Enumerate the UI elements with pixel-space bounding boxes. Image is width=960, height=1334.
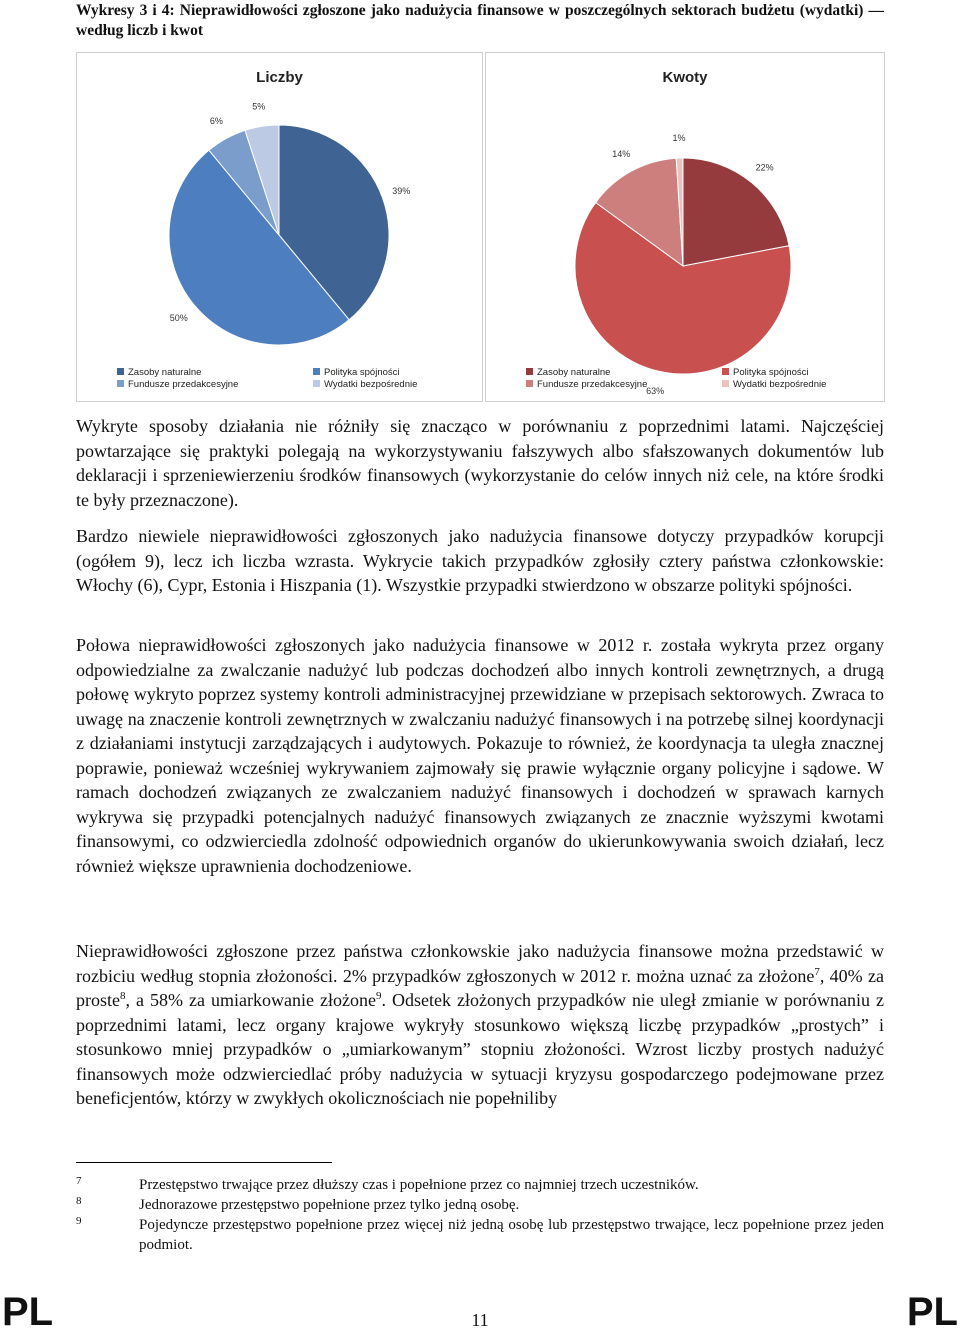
- legend-swatch: [117, 368, 124, 375]
- paragraph-1: Wykryte sposoby działania nie różniły się znacząco w porównaniu z poprzednimi latami. Najczęściej powtarzające się praktyki polegają na wykorzystywaniu fałszywych albo sfałszowanych dokumentów lub deklaracji i sprzeniewierzeniu środków finansowych (wykorzystanie do celów innych niż cele, na które środki te były przeznaczone).: [76, 416, 884, 510]
- paragraph-4-part-b: , 40% za proste: [76, 965, 884, 1010]
- paragraph-4-part-a: Nieprawidłowości zgłoszone przez państwa członkowskie jako nadużycia finansowe można przedstawić w rozbiciu według stopnia złożoności. 2% przypadków zgłoszonych w 2012 r. można uznać za złożone: [76, 941, 884, 986]
- legend-label: Fundusze przedakcesyjne: [128, 379, 239, 390]
- pie-data-label: 39%: [392, 186, 411, 196]
- paragraph-4-part-c: , a 58% za umiarkowanie złożone: [125, 990, 376, 1010]
- legend-swatch: [313, 368, 320, 375]
- legend-swatch: [526, 368, 533, 375]
- footer-lang-right: PL: [906, 1290, 958, 1334]
- legend-label: Zasoby naturalne: [537, 367, 611, 378]
- footnote-separator: [76, 1162, 332, 1163]
- pie-chart-liczby: [76, 52, 483, 402]
- pie-chart-kwoty: [485, 52, 885, 402]
- paragraph-4-part-d: . Odsetek złożonych przypadków nie uległ zmianie w porównaniu z poprzednimi latami, lecz organy krajowe wykryły stosunkowo większą liczbę przypadków „prostych” i stosunkowo mniej przypadków o „umiarkowanym” stopniu złożoności. Wzrost liczby prostych nadużyć finansowych może odzwierciedlać próby nadużycia w sytuacji kryzysu gospodarczego podejmowane przez beneficjentów, którzy w zwykłych okolicznościach nie popełniliby: [76, 990, 884, 1108]
- footnote-number: 7: [76, 1175, 82, 1187]
- footnote-ref-8: 8: [120, 990, 126, 1002]
- footer-lang-left: PL: [2, 1290, 54, 1334]
- pie-chart-liczby-svg: [77, 53, 482, 401]
- legend-swatch: [722, 368, 729, 375]
- footnote-number: 9: [76, 1215, 82, 1227]
- legend-label: Polityka spójności: [324, 367, 400, 378]
- footnote-ref-9: 9: [375, 990, 382, 1002]
- footnote-ref-7: 7: [814, 965, 820, 978]
- footnote-number: 8: [76, 1195, 82, 1207]
- pie-chart-kwoty-svg: [486, 53, 884, 401]
- pie-data-label: 63%: [646, 385, 665, 396]
- footnote-text: Przestępstwo trwające przez dłuższy czas i popełnione przez co najmniej trzech uczestników.: [139, 1177, 699, 1193]
- paragraph-2: Bardzo niewiele nieprawidłowości zgłoszonych jako nadużycia finansowe dotyczy przypadków korupcji (ogółem 9), lecz ich liczba wzrasta. Wykrycie takich przypadków zgłosiły cztery państwa członkowskie: Włochy (6), Cypr, Estonia i Hiszpania (1). Wszystkie przypadki stwierdzono w obszarze polityki spójności.: [76, 526, 884, 595]
- footnote-text: Jednorazowe przestępstwo popełnione przez tylko jedną osobę.: [139, 1197, 520, 1213]
- pie-data-label: 50%: [169, 312, 188, 323]
- figure-caption: Wykresy 3 i 4: Nieprawidłowości zgłoszone jako nadużycia finansowe w poszczególnych sektorach budżetu (wydatki) — według liczb i kwot: [76, 2, 884, 39]
- pie-data-label: 22%: [755, 162, 774, 173]
- legend-swatch: [313, 380, 320, 387]
- pie-data-label: 14%: [612, 148, 631, 159]
- legend-label: Polityka spójności: [733, 367, 809, 378]
- page-number: 11: [471, 1310, 489, 1330]
- pie-data-label: 6%: [209, 116, 223, 127]
- legend-swatch: [526, 380, 533, 387]
- paragraph-3: Połowa nieprawidłowości zgłoszonych jako nadużycia finansowe w 2012 r. została wykryta przez organy odpowiedzialne za zwalczanie nadużyć lub podczas dochodzeń albo innych kontroli zewnętrznych, a drugą połowę wykryto poprzez systemy kontroli administracyjnej przewidziane w przepisach sektorowych. Zwraca to uwagę na znaczenie kontroli zewnętrznych w zwalczaniu nadużyć finansowych i na potrzebę silnej koordynacji z działaniami instytucji zarządzających i audytowych. Pokazuje to również, że koordynacja ta uległa znacznej poprawie, ponieważ wcześniej wykrywaniem zajmowały się prawie wyłącznie organy policyjne i sądowe. W ramach dochodzeń związanych ze zwalczaniem nadużyć finansowych i dochodzeń w sprawach karnych wykrywa się przypadki potencjalnych nadużyć finansowych związanych ze znacznie wyższymi kwotami finansowymi, co odzwierciedla zdolność odpowiednich organów do ukierunkowywania swoich działań, lecz również większe uprawnienia dochodzeniowe.: [76, 635, 884, 876]
- paragraph-4: [76, 939, 884, 1111]
- legend-label: Wydatki bezpośrednie: [324, 379, 418, 390]
- legend-swatch: [117, 380, 124, 387]
- pie-data-label: 1%: [672, 133, 686, 144]
- chart-title: Liczby: [256, 69, 303, 86]
- legend-label: Fundusze przedakcesyjne: [537, 379, 648, 390]
- legend-label: Zasoby naturalne: [128, 367, 202, 378]
- chart-title: Kwoty: [662, 69, 708, 86]
- legend-label: Wydatki bezpośrednie: [733, 379, 827, 390]
- pie-data-label: 5%: [252, 101, 266, 112]
- footnote-text: Pojedyncze przestępstwo popełnione przez więcej niż jedną osobę lub przestępstwo trwające, lecz popełnione przez jeden podmiot.: [139, 1217, 884, 1253]
- legend-swatch: [722, 380, 729, 387]
